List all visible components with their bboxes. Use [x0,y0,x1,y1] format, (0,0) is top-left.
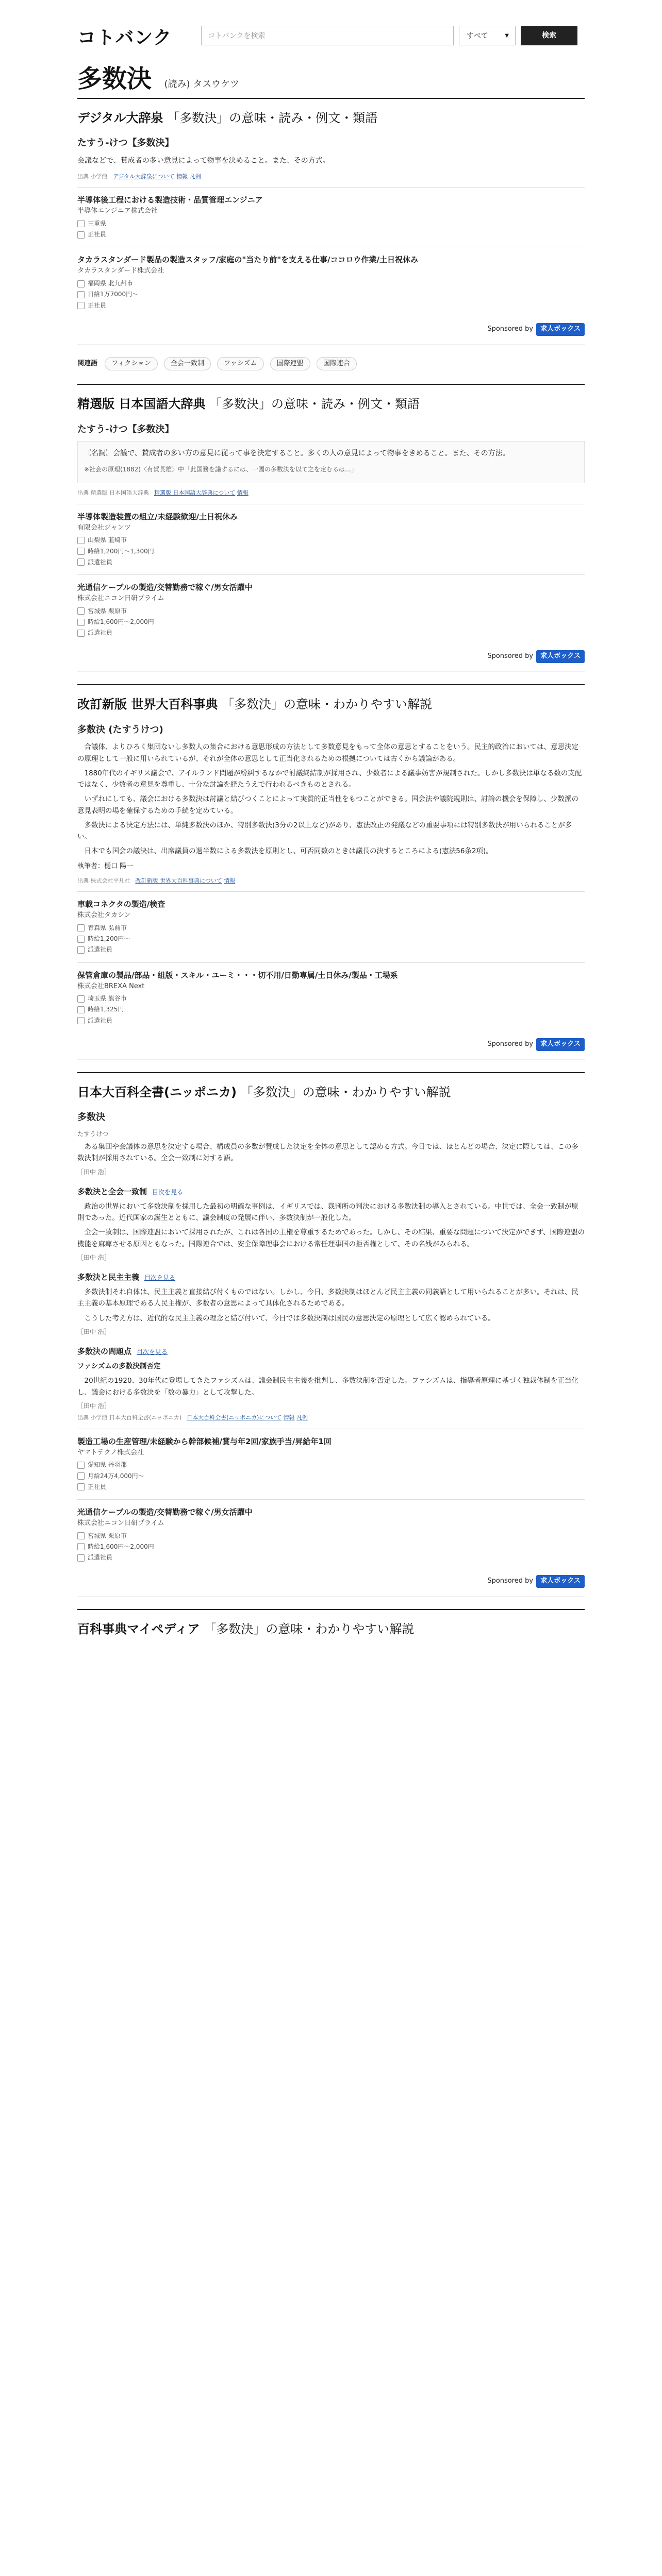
employment-icon [77,1483,85,1490]
body-paragraph: 多数決による決定方法には、単純多数決のほか、特別多数決(3分の2以上など)があり、憲法改正の発議などの重要事項には特別多数決が用いられることが多い。 [77,821,572,841]
section-title: 精選版 日本国語大辞典 「多数決」の意味・読み・例文・類語 [77,397,420,412]
related-chip[interactable]: 国際連盟 [270,357,310,371]
salary-icon [77,619,85,626]
section-sekai [77,684,585,1059]
salary-icon [77,291,85,298]
related-chip[interactable]: フィクション [105,357,158,371]
info-link[interactable]: 情報 [224,877,236,884]
sponsor-line: Sponsored by 求人ボックス [77,1033,585,1060]
salary-icon [77,1472,85,1480]
sponsor-logo[interactable]: 求人ボックス [536,1575,585,1588]
job-listing[interactable]: 光通信ケーブルの製造/交替勤務で稼ぐ/男女活躍中 株式会社ニコン日研プライム 宮城県 栗原市 時給1,600円〜2,000円 派遣社員 [77,1499,585,1570]
search-button[interactable]: 検索 [521,26,577,45]
source-link[interactable]: 精選版 日本国語大辞典について [154,489,236,497]
salary-icon [77,1543,85,1550]
source-link[interactable]: 改訂新版 世界大百科事典について [135,877,222,884]
definition: 会議などで、賛成者の多い意見によって物事を決めること。また、その方式。 [77,157,330,165]
section-daijisen [77,98,585,345]
employment-icon [77,946,85,954]
location-icon [77,537,85,544]
info-link[interactable]: 情報 [237,489,249,497]
location-icon [77,220,85,227]
author-line: ［田中 浩］ [77,1328,110,1335]
job-listing[interactable]: タカラスタンダード製品の製造スタッフ/家庭の"当たり前"を支える仕事/ココロウ作業/土日祝休み タカラスタンダード株式会社 福岡県 北九州市 日給1万7000円〜 正社員 [77,247,585,317]
page-title [77,59,239,99]
legend-link[interactable]: 凡例 [296,1414,308,1421]
source-link[interactable]: デジタル大辞泉について [112,173,175,180]
term-reading: (読み) タスウケツ [164,79,240,90]
section-title: 日本大百科全書(ニッポニカ) 「多数決」の意味・わかりやすい解説 [77,1084,451,1099]
author-line: ［田中 浩］ [77,1253,110,1261]
location-icon [77,1462,85,1469]
body-paragraph: 1880年代のイギリス議会で、アイルランド問題が紛糾するなかで討議終結制が採用され、少数者による議事妨害が規制された。しかし多数決は単なる数の支配ではなく、少数者の意見を尊重し、十分な討論を経たうえで行われるべきものとされる。 [77,769,582,789]
section-title: 改訂新版 世界大百科事典 「多数決」の意味・わかりやすい解説 [77,697,432,712]
location-icon [77,607,85,615]
job-listing[interactable]: 製造工場の生産管理/未経験から幹部候補/賞与年2回/家族手当/昇給年1回 ヤマトテクノ株式会社 愛知県 丹羽郡 月給24万4,000円〜 正社員 [77,1429,585,1499]
related-terms: 関連語 フィクション 全会一致制 ファシズム 国際連盟 国際連合 [77,357,585,371]
salary-icon [77,1006,85,1013]
salary-icon [77,548,85,555]
sponsor-logo[interactable]: 求人ボックス [536,650,585,663]
entry-heading: たすう‐けつ【多数決】 [77,423,174,435]
sponsor-line: Sponsored by 求人ボックス [77,645,585,672]
body-paragraph: いずれにしても、議会における多数決は討議と結びつくことによって実質的正当性をもつことができる。国会法や議院規則は、討論の機会を保障し、少数派の意見表明の場を確保するための手続を定めている。 [77,795,578,815]
source-line: 出典 小学館 デジタル大辞泉について 情報 凡例 [77,173,201,180]
entry-reading: たすうけつ [77,1130,109,1138]
job-listing[interactable]: 半導体後工程における製造技術・品質管理エンジニア 半導体エンジニア株式会社 三重県 正社員 [77,187,585,247]
info-link[interactable]: 情報 [283,1414,295,1421]
author-line: ［田中 浩］ [77,1168,110,1176]
main-content [77,98,585,1651]
author-line: ［田中 浩］ [77,1402,110,1410]
toc-link[interactable]: 目次を見る [152,1188,184,1196]
source-line: 出典 株式会社平凡社 改訂新版 世界大百科事典について 情報 [77,877,236,884]
section-nikkoku [77,384,585,672]
section-title: 百科事典マイペディア 「多数決」の意味・わかりやすい解説 [77,1622,415,1637]
author-line: 執筆者：樋口 陽一 [77,862,134,870]
chevron-down-icon: ▼ [505,33,509,39]
legend-link[interactable]: 凡例 [189,173,201,180]
employment-icon [77,558,85,566]
subsection-heading: 多数決と全会一致制 目次を見る [77,1187,184,1196]
sponsor-logo[interactable]: 求人ボックス [536,323,585,336]
sponsor-line: Sponsored by 求人ボックス [77,1570,585,1597]
entry-heading: たすう‐けつ【多数決】 [77,138,174,149]
body-paragraph: こうした考え方は、近代的な民主主義の理念と結び付いて、今日では多数決制は国民の意思決定の原理として広く認められている。 [84,1314,495,1323]
body-paragraph: ファシズムの多数決制否定 [77,1362,161,1370]
body-paragraph: 20世紀の1920、30年代に登場してきたファシズムは、議会制民主主義を批判し、多数決制を否定した。ファシズムは、指導者原理に基づく独裁体制を正当化し、議会における多数決を「数の暴力」として攻撃した。 [77,1377,578,1397]
definition-box: 〘名詞〙会議で、賛成者の多い方の意見に従って事を決定すること。多くの人の意見によって物事をきめること。また、その方法。 ※社会の原理(1882)〈有賀長雄〉中「此国務を議するには、一國の多数決を以て之を定むるは…」 [77,441,585,483]
section-nipponica [77,1072,585,1597]
related-chip[interactable]: ファシズム [217,357,263,371]
location-icon [77,924,85,931]
related-chip[interactable]: 全会一致制 [164,357,211,371]
toc-link[interactable]: 目次を見る [137,1348,168,1355]
job-listing[interactable]: 半導体製造装置の組立/未経験歓迎/土日祝休み 有限会社ジャンツ 山梨県 韮崎市 時給1,200円〜1,300円 派遣社員 [77,504,585,574]
body-paragraph: 日本でも国会の議決は、出席議員の過半数による多数決を原則とし、可否同数のときは議長の決するところによる(憲法56条2項)。 [84,847,493,856]
related-chip[interactable]: 国際連合 [317,357,357,371]
subsection-heading: 多数決と民主主義 目次を見る [77,1273,176,1282]
info-link[interactable]: 情報 [176,173,188,180]
source-line: 出典 小学館 日本大百科全書(ニッポニカ) 日本大百科全書(ニッポニカ)について 情報 凡例 [77,1414,308,1421]
entry-heading: 多数決 [77,1112,105,1123]
employment-icon [77,1017,85,1024]
body-paragraph: 全会一致制は、国際連盟において採用されたが、これは各国の主権を尊重するためであった。しかし、その結果、重要な問題について決定ができず、国際連盟の機能を麻痺させる原因ともなった。国際連合では、安全保障理事会における常任理事国の拒否権として、その名残がみられる。 [77,1228,585,1248]
source-link[interactable]: 日本大百科全書(ニッポニカ)について [187,1414,282,1421]
site-logo[interactable]: コトバンク [77,27,172,48]
employment-icon [77,302,85,309]
sponsor-line: Sponsored by 求人ボックス [77,318,585,345]
section-title: デジタル大辞泉 「多数決」の意味・読み・例文・類語 [77,111,378,125]
body-paragraph: ある集団や会議体の意思を決定する場合、構成員の多数が賛成した決定を全体の意思として認める方式。今日では、ほとんどの場合、決定に際しては、この多数決制が採用されている。全会一致制に対する語。 [77,1143,578,1163]
location-icon [77,280,85,287]
employment-icon [77,630,85,637]
salary-icon [77,936,85,943]
body-paragraph: 合議体、よりひろく集団ないし多数人の集合における意思形成の方法として多数意見をもって全体の意思とすることをいう。民主的政治においては、意思決定の原理として一般に用いられているが、それが全体の意思として正当化されるための根拠については古くから議論がある。 [77,743,578,763]
search-input[interactable]: コトバンクを検索 [201,26,454,45]
job-listing[interactable]: 車載コネクタの製造/検査 株式会社タカシン 青森県 弘前市 時給1,200円〜 派遣社員 [77,891,585,962]
entry-heading: 多数決 (たすうけつ) [77,724,163,735]
term-word: 多数決 [77,64,152,93]
section-mypedia [77,1609,585,1639]
toc-link[interactable]: 目次を見る [144,1274,176,1281]
search-scope-label: すべて [467,32,488,40]
subsection-heading: 多数決の問題点 目次を見る [77,1346,168,1356]
site-header [0,0,662,67]
body-paragraph: 政治の世界において多数決制を採用した最初の明確な事例は、イギリスでは、裁判所の判決における多数決制の導入とされている。中世では、全会一致制が原則であった。近代国家の誕生とともに、議会制度の発展に伴い、多数決制が一般化した。 [77,1202,578,1223]
job-listing[interactable]: 光通信ケーブルの製造/交替勤務で稼ぐ/男女活躍中 株式会社ニコン日研プライム 宮城県 栗原市 時給1,600円〜2,000円 派遣社員 [77,574,585,645]
body-paragraph: 多数決制それ自体は、民主主義と直接結び付くものではない。しかし、今日、多数決制はほとんど民主主義の同義語として用いられることが多い。それは、民主主義の基本原理である人民主権が、多数者の意思によって具体化されるためである。 [77,1288,578,1308]
source-line: 出典 精選版 日本国語大辞典 精選版 日本国語大辞典について 情報 [77,489,249,497]
employment-icon [77,231,85,239]
search-scope-select[interactable] [459,26,516,45]
employment-icon [77,1554,85,1562]
job-listing[interactable]: 保管倉庫の製品/部品・組版・スキル・ユーミ・・・切不用/日勤専属/土日休み/製品・工場系 株式会社BREXA Next 埼玉県 熊谷市 時給1,325円 派遣社員 [77,962,585,1033]
location-icon [77,1532,85,1539]
location-icon [77,995,85,1003]
sponsor-logo[interactable]: 求人ボックス [536,1038,585,1051]
